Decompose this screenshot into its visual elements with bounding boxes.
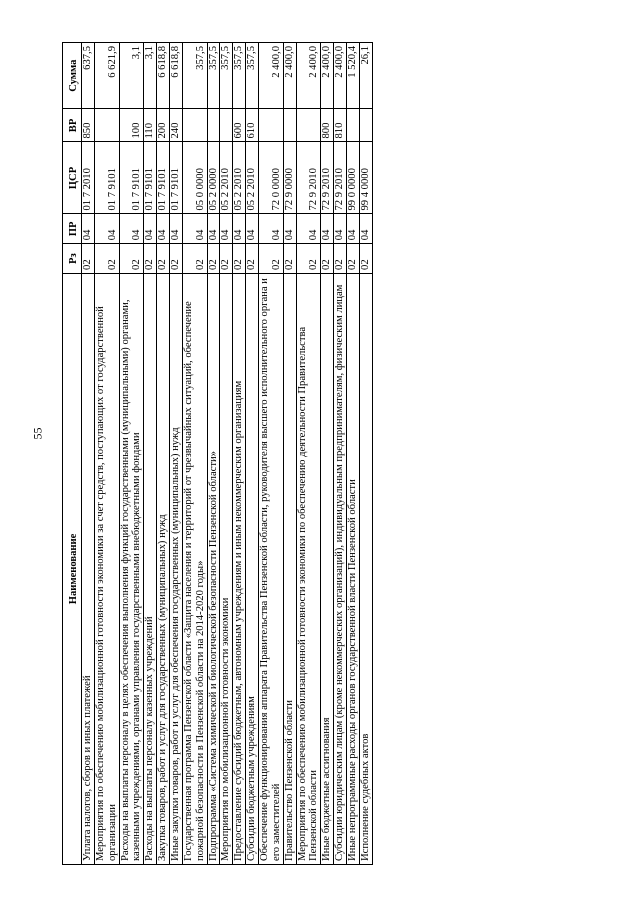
cell-csr: 01 7 9101 — [170, 142, 183, 214]
cell-sum: 2 400,0 — [321, 43, 334, 109]
cell-csr: 72 9 2010 — [334, 142, 347, 214]
rotated-table-container — [62, 42, 622, 865]
cell-rz: 02 — [283, 244, 296, 274]
cell-name: Расходы на выплаты персоналу в целях обеспечения выполнения функций государственными (муниципальными) органами, казенными учреждениями, органами управления государственными внебюджетными фондами — [119, 273, 144, 864]
cell-rz: 02 — [157, 244, 170, 274]
cell-sum: 3,1 — [144, 43, 157, 109]
cell-vr — [94, 109, 119, 142]
cell-name: Подпрограмма «Система химической и биологической безопасности Пензенской области» — [207, 273, 220, 864]
table-row — [144, 43, 157, 865]
cell-csr: 05 2 2010 — [233, 142, 246, 214]
table-row — [157, 43, 170, 865]
cell-name: Обеспечение функционирования аппарата Правительства Пензенской области, руководителя высшего исполнительного органа и его заместителей — [259, 273, 284, 864]
cell-pr: 04 — [246, 214, 259, 244]
cell-pr: 04 — [359, 214, 372, 244]
table-row — [334, 43, 347, 865]
cell-vr — [359, 109, 372, 142]
cell-vr: 240 — [170, 109, 183, 142]
cell-rz: 02 — [359, 244, 372, 274]
cell-vr — [220, 109, 233, 142]
header-sum: Сумма — [63, 43, 82, 109]
cell-csr: 05 2 2010 — [246, 142, 259, 214]
cell-pr: 04 — [82, 214, 95, 244]
cell-vr — [182, 109, 207, 142]
cell-sum: 357,5 — [233, 43, 246, 109]
cell-name: Субсидии бюджетным учреждениям — [246, 273, 259, 864]
cell-vr — [207, 109, 220, 142]
cell-pr: 04 — [296, 214, 321, 244]
cell-vr: 200 — [157, 109, 170, 142]
cell-sum: 3,1 — [119, 43, 144, 109]
cell-vr — [296, 109, 321, 142]
table-row — [207, 43, 220, 865]
cell-csr: 99 4 0000 — [359, 142, 372, 214]
header-csr: ЦСР — [63, 142, 82, 214]
cell-sum: 357,5 — [207, 43, 220, 109]
cell-rz: 02 — [334, 244, 347, 274]
cell-name: Уплата налогов, сборов и иных платежей — [82, 273, 95, 864]
cell-csr: 72 0 0000 — [259, 142, 284, 214]
cell-name: Иные непрограммные расходы органов государственной власти Пензенской области — [347, 273, 360, 864]
table-row — [94, 43, 119, 865]
cell-rz: 02 — [259, 244, 284, 274]
table-row — [82, 43, 95, 865]
page-number: 55 — [30, 427, 45, 440]
cell-pr: 04 — [334, 214, 347, 244]
table-row — [233, 43, 246, 865]
table-row — [119, 43, 144, 865]
cell-rz: 02 — [347, 244, 360, 274]
cell-pr: 04 — [119, 214, 144, 244]
cell-pr: 04 — [207, 214, 220, 244]
cell-csr: 72 9 2010 — [296, 142, 321, 214]
cell-vr: 810 — [334, 109, 347, 142]
header-pr: ПР — [63, 214, 82, 244]
header-vr: ВР — [63, 109, 82, 142]
table-row — [283, 43, 296, 865]
cell-csr: 72 9 2010 — [321, 142, 334, 214]
cell-sum: 2 400,0 — [259, 43, 284, 109]
table-row — [220, 43, 233, 865]
table-row — [170, 43, 183, 865]
cell-sum: 26,1 — [359, 43, 372, 109]
cell-sum: 2 400,0 — [283, 43, 296, 109]
cell-name: Правительство Пензенской области — [283, 273, 296, 864]
cell-sum: 2 400,0 — [334, 43, 347, 109]
table-row — [347, 43, 360, 865]
cell-sum: 357,5 — [246, 43, 259, 109]
cell-rz: 02 — [246, 244, 259, 274]
cell-sum: 6 621,9 — [94, 43, 119, 109]
cell-vr: 100 — [119, 109, 144, 142]
cell-pr: 04 — [321, 214, 334, 244]
cell-name: Мероприятия по мобилизационной готовности экономики — [220, 273, 233, 864]
cell-vr: 610 — [246, 109, 259, 142]
cell-rz: 02 — [296, 244, 321, 274]
cell-name: Мероприятия по обеспечению мобилизационной готовности экономики за счет средств, поступающих от государственной организации — [94, 273, 119, 864]
cell-csr: 05 0 0000 — [182, 142, 207, 214]
cell-name: Предоставление субсидий бюджетным, автономным учреждениям и иным некоммерческим организациям — [233, 273, 246, 864]
cell-csr: 01 7 9101 — [157, 142, 170, 214]
cell-pr: 04 — [182, 214, 207, 244]
cell-sum: 2 400,0 — [296, 43, 321, 109]
cell-rz: 02 — [220, 244, 233, 274]
table-row — [182, 43, 207, 865]
cell-csr: 01 7 9101 — [119, 142, 144, 214]
cell-rz: 02 — [94, 244, 119, 274]
cell-rz: 02 — [182, 244, 207, 274]
cell-name: Мероприятия по обеспечению мобилизационной готовности экономики по обеспечению деятельности Правительства Пензенской области — [296, 273, 321, 864]
cell-csr: 99 0 0000 — [347, 142, 360, 214]
cell-csr: 05 2 2010 — [220, 142, 233, 214]
cell-vr: 600 — [233, 109, 246, 142]
cell-name: Иные закупки товаров, работ и услуг для обеспечения государственных (муниципальных) нужд — [170, 273, 183, 864]
cell-vr: 110 — [144, 109, 157, 142]
cell-pr: 04 — [259, 214, 284, 244]
table-row — [321, 43, 334, 865]
cell-csr: 01 7 2010 — [82, 142, 95, 214]
cell-sum: 6 618,8 — [157, 43, 170, 109]
cell-csr: 05 2 0000 — [207, 142, 220, 214]
cell-rz: 02 — [82, 244, 95, 274]
cell-pr: 04 — [157, 214, 170, 244]
cell-vr — [283, 109, 296, 142]
cell-pr: 04 — [220, 214, 233, 244]
cell-name: Государственная программа Пензенской области «Защита населения и территорий от чрезвычайных ситуаций, обеспечение пожарной безопасности в Пензенской области на 2014-2020 годы» — [182, 273, 207, 864]
cell-pr: 04 — [283, 214, 296, 244]
table-row — [246, 43, 259, 865]
cell-rz: 02 — [233, 244, 246, 274]
header-rz: Рз — [63, 244, 82, 274]
cell-rz: 02 — [119, 244, 144, 274]
cell-csr: 01 7 9101 — [144, 142, 157, 214]
header-name: Наименование — [63, 273, 82, 864]
cell-sum: 357,5 — [182, 43, 207, 109]
cell-sum: 357,5 — [220, 43, 233, 109]
budget-table — [62, 42, 373, 865]
cell-csr: 01 7 9101 — [94, 142, 119, 214]
cell-pr: 04 — [170, 214, 183, 244]
table-row — [296, 43, 321, 865]
cell-name: Исполнение судебных актов — [359, 273, 372, 864]
cell-name: Закупка товаров, работ и услуг для государственных (муниципальных) нужд — [157, 273, 170, 864]
table-row — [259, 43, 284, 865]
cell-name: Субсидии юридическим лицам (кроме некоммерческих организаций), индивидуальным предпринимателям, физическим лицам — [334, 273, 347, 864]
cell-vr — [259, 109, 284, 142]
cell-vr: 850 — [82, 109, 95, 142]
cell-rz: 02 — [207, 244, 220, 274]
cell-pr: 04 — [233, 214, 246, 244]
cell-rz: 02 — [321, 244, 334, 274]
cell-rz: 02 — [170, 244, 183, 274]
cell-vr: 800 — [321, 109, 334, 142]
table-row — [359, 43, 372, 865]
table-header-row — [63, 43, 82, 865]
cell-pr: 04 — [94, 214, 119, 244]
cell-name: Расходы на выплаты персоналу казенных учреждений — [144, 273, 157, 864]
cell-csr: 72 9 0000 — [283, 142, 296, 214]
cell-rz: 02 — [144, 244, 157, 274]
cell-sum: 1 520,4 — [347, 43, 360, 109]
cell-pr: 04 — [144, 214, 157, 244]
cell-vr — [347, 109, 360, 142]
cell-sum: 637,5 — [82, 43, 95, 109]
cell-pr: 04 — [347, 214, 360, 244]
cell-name: Иные бюджетные ассигнования — [321, 273, 334, 864]
cell-sum: 6 618,8 — [170, 43, 183, 109]
